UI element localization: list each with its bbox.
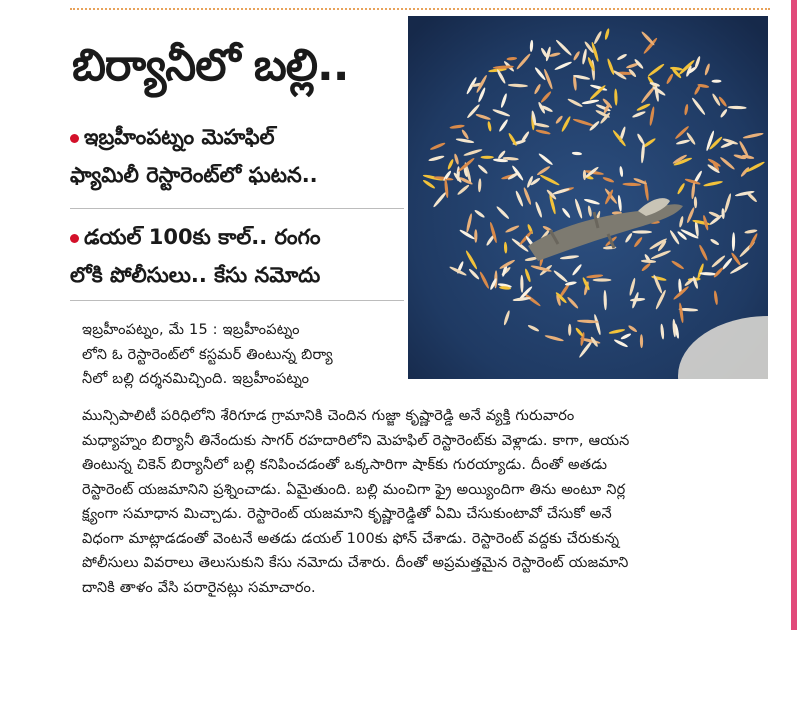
highlight-2-line-1	[70, 218, 408, 256]
highlight-2-line-2: లోకి పోలీసులు.. కేసు నమోదు	[70, 263, 321, 287]
article-line: నీలో బల్లి దర్శనమిచ్చింది. ఇబ్రహీంపట్నం	[82, 371, 310, 387]
highlight-1-line-2: ఫ్యామిలీ రెస్టారెంట్‌లో ఘటన..	[70, 163, 318, 187]
headline: బిర్యానీలో బల్లి..	[72, 40, 349, 91]
divider	[70, 208, 404, 209]
news-photo	[408, 16, 768, 379]
highlight-1-line-1	[70, 118, 408, 156]
rice-grain	[632, 230, 652, 233]
article-line: క్ష్యంగా సమాధాన మిచ్చాడు. రెస్టారెంట్ యజమాని కృష్ణారెడ్డితో ఏమి చేసుకుంటావో చేసుకో అనే	[82, 506, 612, 522]
top-dotted-rule	[70, 8, 770, 10]
article-body	[82, 404, 629, 600]
rice-grain	[474, 229, 477, 242]
article-intro	[82, 318, 333, 392]
article-line: ఇబ్రహీంపట్నం, మే 15 : ఇబ్రహీంపట్నం	[82, 322, 300, 338]
highlight-2	[70, 218, 408, 294]
highlight-2-text-1: డయల్ 100కు కాల్.. రంగం	[84, 225, 321, 249]
rice-grain	[481, 156, 494, 159]
right-accent-rule	[791, 0, 797, 630]
article-line: తింటున్న చికెన్ బిర్యానీలో బల్లి కనిపించడంతో ఒక్కసారిగా షాక్‌కు గురయ్యాడు. దీంతో అతడు	[82, 457, 608, 473]
article-line: మున్సిపాలిటీ పరిధిలోని శేరిగూడ గ్రామానికి చెందిన గుజ్జా కృష్ణారెడ్డి అనే వ్యక్తి గురువారం	[82, 408, 575, 424]
article-line: దానికి తాళం వేసి పరారైనట్లు సమాచారం.	[82, 579, 316, 596]
article-line: మధ్యాహ్నం బిర్యానీ తినేందుకు సాగర్ రహదారిలోని మెహఫిల్ రెస్టారెంట్‌కు వెళ్లాడు. కాగా, ఆయన	[82, 432, 630, 449]
red-bullet-icon	[70, 234, 79, 243]
highlight-1-text-1: ఇబ్రహీంపట్నం మెహఫిల్	[84, 125, 275, 149]
rice-grain	[593, 278, 612, 281]
red-bullet-icon	[70, 134, 79, 143]
article-line: విధంగా మాట్లాడడంతో వెంటనే అతడు డయల్ 100కు ఫోన్ చేశాడు. రెస్టారెంట్ వద్దకు చేరుకున్న	[82, 530, 620, 547]
biryani-plate-illustration	[408, 16, 768, 379]
article-line: పోలీసులు వివరాలు తెలుసుకుని కేసు నమోదు చేశారు. దీంతో అప్రమత్తమైన రెస్టారెంట్ యజమాని	[82, 555, 629, 571]
divider	[70, 300, 404, 301]
article-line: రెస్టారెంట్ యజమానిని ప్రశ్నించాడు. ఏమైతుంది. బల్లి మంచిగా ఫ్రై అయ్యిందిగా తిను అంటూ నిర్ల	[82, 481, 626, 498]
article-line: లోని ఓ రెస్టారెంట్‌లో కస్టమర్ తింటున్న బిర్యా	[82, 346, 333, 363]
highlight-1	[70, 118, 408, 194]
